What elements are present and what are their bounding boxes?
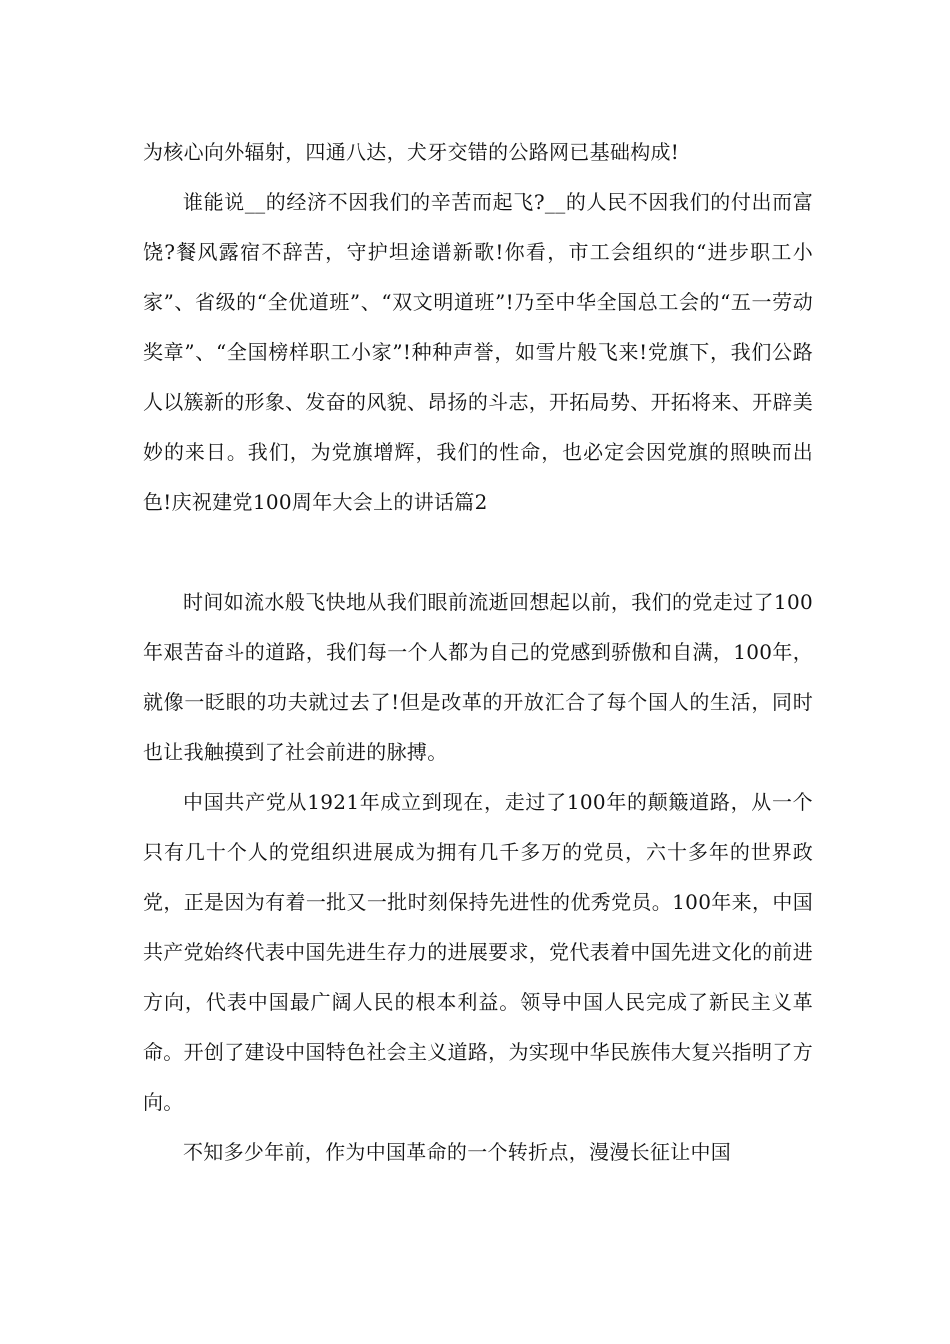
paragraph-long-march: 不知多少年前，作为中国革命的一个转折点，漫漫长征让中国 — [183, 1140, 732, 1164]
paragraph-continued: 为核心向外辐射，四通八达，犬牙交错的公路网已基础构成! — [143, 140, 680, 164]
paragraph-spacer — [143, 527, 813, 577]
paragraph-party-flag: 谁能说__的经济不因我们的辛苦而起飞?__的人民不因我们的付出而富饶?餐风露宿不辞苦，守护坦途谱新歌!你看，市工会组织的“进步职工小家”、省级的“全优道班”、“双文明道班”!乃至中华全国总工会的“五一劳动奖章”、“全国榜样职工小家”!种种声誉，如雪片般飞来!党旗下，我们公路人以簇新的形象、发奋的风貌、昂扬的斗志，开拓局势、开拓将来、开辟美妙的来日。我们，为党旗增辉，我们的性命，也必定会因党旗的照映而出色!庆祝建党100周年大会上的讲话篇2 — [143, 190, 813, 514]
body-text — [143, 127, 813, 1177]
paragraph-cpc-history: 中国共产党从1921年成立到现在，走过了100年的颠簸道路，从一个只有几十个人的党组织进展成为拥有几千多万的党员，六十多年的世界政党，正是因为有着一批又一批时刻保持先进性的优秀党员。100年来，中国共产党始终代表中国先进生存力的进展要求，党代表着中国先进文化的前进方向，代表中国最广阔人民的根本利益。领导中国人民完成了新民主义革命。开创了建设中国特色社会主义道路，为实现中华民族伟大复兴指明了方向。 — [143, 790, 813, 1114]
paragraph-time-flows: 时间如流水般飞快地从我们眼前流逝回想起以前，我们的党走过了100年艰苦奋斗的道路，我们每一个人都为自己的党感到骄傲和自满，100年，就像一眨眼的功夫就过去了!但是改革的开放汇合了每个国人的生活，同时也让我触摸到了社会前进的脉搏。 — [143, 590, 813, 764]
